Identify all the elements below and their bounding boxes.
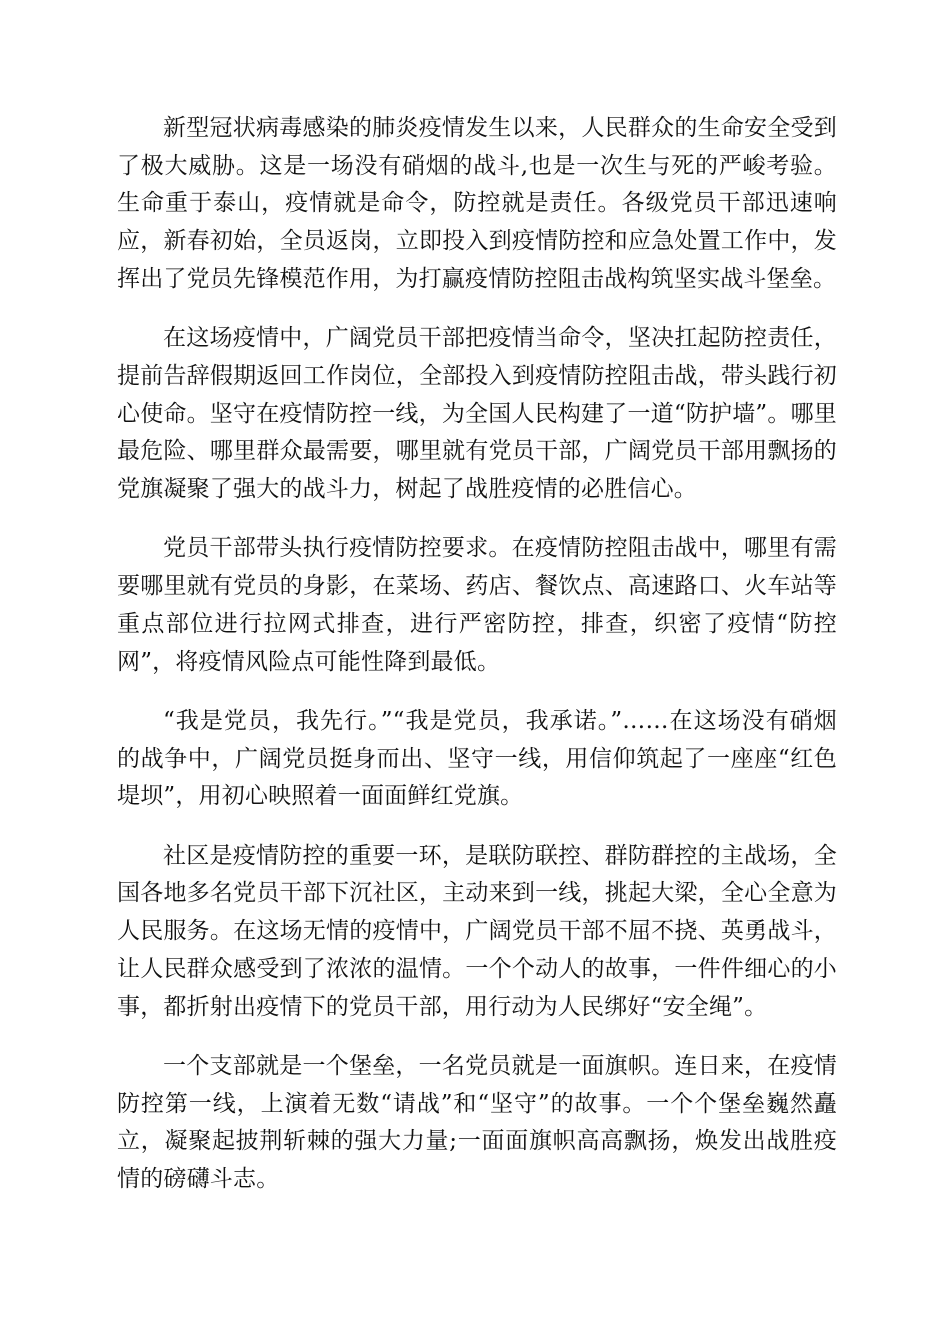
paragraph-6: 一个支部就是一个堡垒，一名党员就是一面旗帜。连日来，在疫情防控第一线，上演着无数“请战”和“坚守”的故事。一个个堡垒巍然矗立，凝聚起披荆斩棘的强大力量;一面面旗帜高高飘扬，焕发出战胜疫情的磅礴斗志。 [117,1052,837,1193]
paragraph-4: “我是党员，我先行。”“我是党员，我承诺。”……在这场没有硝烟的战争中，广阔党员挺身而出、坚守一线，用信仰筑起了一座座“红色堤坝”，用初心映照着一面面鲜红党旗。 [117,707,837,810]
paragraph-1: 新型冠状病毒感染的肺炎疫情发生以来，人民群众的生命安全受到了极大威胁。这是一场没有硝烟的战斗,也是一次生与死的严峻考验。生命重于泰山，疫情就是命令，防控就是责任。各级党员干部迅速响应，新春初始，全员返岗，立即投入到疫情防控和应急处置工作中，发挥出了党员先锋模范作用，为打赢疫情防控阻击战构筑坚实战斗堡垒。 [117,115,837,292]
paragraph-2: 在这场疫情中，广阔党员干部把疫情当命令，坚决扛起防控责任，提前告辞假期返回工作岗位，全部投入到疫情防控阻击战，带头践行初心使命。坚守在疫情防控一线，为全国人民构建了一道“防护墙”。哪里最危险、哪里群众最需要，哪里就有党员干部，广阔党员干部用飘扬的党旗凝聚了强大的战斗力，树起了战胜疫情的必胜信心。 [117,325,837,503]
paragraph-5: 社区是疫情防控的重要一环，是联防联控、群防群控的主战场，全国各地多名党员干部下沉社区，主动来到一线，挑起大梁，全心全意为人民服务。在这场无情的疫情中，广阔党员干部不屈不挠、英勇战斗，让人民群众感受到了浓浓的温情。一个个动人的故事，一件件细心的小事，都折射出疫情下的党员干部，用行动为人民绑好“安全绳”。 [117,842,837,1020]
document-body [117,110,837,1199]
paragraph-3: 党员干部带头执行疫情防控要求。在疫情防控阻击战中，哪里有需要哪里就有党员的身影，在菜场、药店、餐饮点、高速路口、火车站等重点部位进行拉网式排查，进行严密防控，排查，织密了疫情“防控网”，将疫情风险点可能性降到最低。 [117,535,837,675]
